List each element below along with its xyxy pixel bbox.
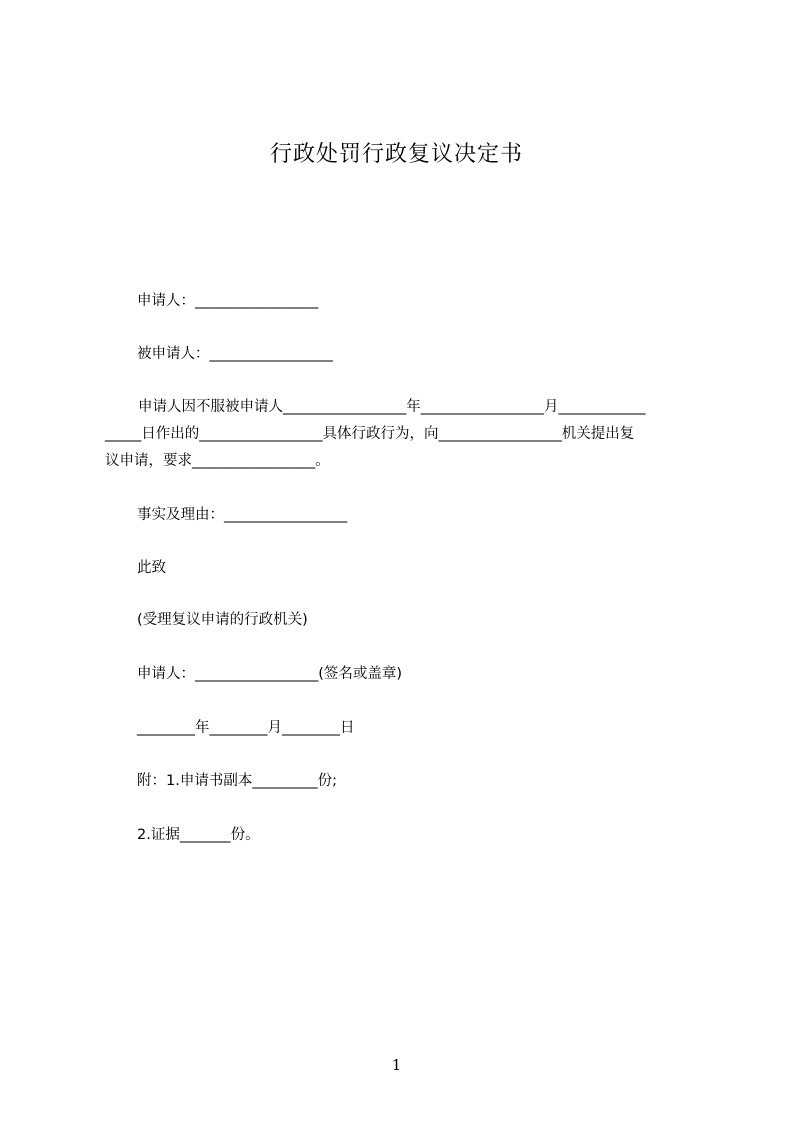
request-paragraph-row-3: 议申请，要求_________________。: [105, 453, 330, 469]
page-number: 1: [391, 1056, 402, 1074]
respondent-line: 被申请人：_________________: [137, 346, 333, 362]
attachment-item-2: 2.证据_______份。: [137, 827, 260, 843]
applicant-line: 申请人：_________________: [137, 293, 319, 309]
recipient-line: (受理复议申请的行政机关): [137, 612, 308, 628]
salutation: 此致: [137, 560, 166, 576]
request-paragraph-row-1: 申请人因不服被申请人_________________年_________________月____________: [138, 399, 646, 415]
date-line: ________年________月________日: [137, 720, 355, 736]
request-paragraph-row-2: _____日作出的_________________具体行政行为，向_________________机关提出复: [105, 426, 635, 442]
request-paragraph: [105, 394, 705, 475]
page-title: 行政处罚行政复议决定书: [269, 142, 523, 167]
attachment-item-1: 附：1.申请书副本_________份;: [137, 773, 337, 789]
facts-and-reasons-line: 事实及理由：_________________: [137, 507, 348, 523]
signature-line: 申请人：_________________(签名或盖章): [137, 666, 403, 682]
